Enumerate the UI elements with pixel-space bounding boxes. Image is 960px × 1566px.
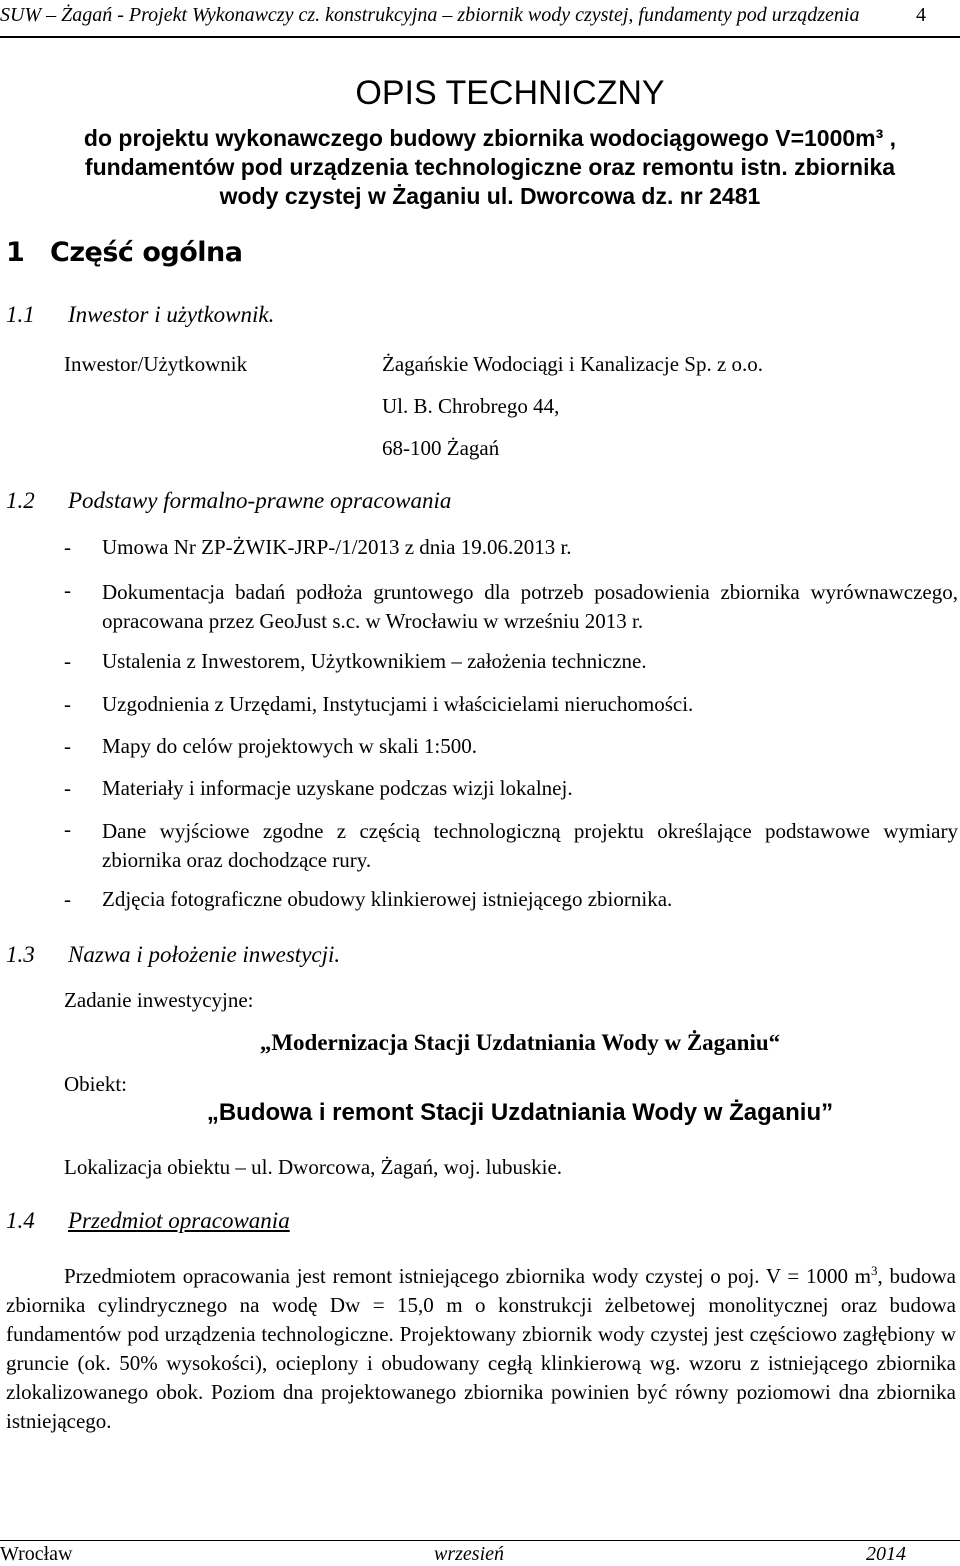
paragraph-text: , budowa zbiornika cylindrycznego na wodę Dw = 15,0 m o konstrukcji żelbetowej monolitycznej oraz budowa fundamentów pod urządzenia technologiczne. Projektowany zbiornik wody czystej jest częściowo zagłębiony w gruncie (ok. 50% wysokości), ocieplony i obudowany cegłą klinkierową wg. wzoru z istniejącego zbiornika zlokalizowanego obok. Poziom dna projektowanego zbiornika powinien być równy poziomowi dna zbiornika istniejącego. [6,1264,956,1433]
section-1-3-heading [6,942,706,972]
footer-year: 2014 [866,1543,906,1565]
investor-street: Ul. B. Chrobrego 44, [382,394,560,418]
task-label: Zadanie inwestycyjne: [64,988,254,1012]
section-1-2-heading [6,488,706,518]
section-title: Inwestor i użytkownik. [68,302,275,327]
section-title: Podstawy formalno-prawne opracowania [68,488,452,513]
section-title: Nazwa i położenie inwestycji. [68,942,341,967]
section-1-heading [6,237,242,268]
object-label: Obiekt: [64,1072,127,1096]
page-number: 4 [916,4,926,26]
paragraph-text: Przedmiotem opracowania jest remont istniejącego zbiornika wody czystej o poj. V = 1000 m [64,1264,872,1288]
document-title: OPIS TECHNICZNY [355,74,665,112]
footer-month: wrzesień [434,1543,504,1565]
investor-label: Inwestor/Użytkownik [64,352,248,376]
section-number: 1.3 [6,942,35,967]
section-number: 1.1 [6,302,35,327]
subtitle-line: wody czystej w Żaganiu ul. Dworcowa dz. nr 2481 [219,183,761,209]
document-subtitle [20,124,960,211]
investor-name: Żagańskie Wodociągi i Kanalizacje Sp. z o.o. [382,352,764,376]
section-number: 1.2 [6,488,35,513]
header-rule [0,36,960,38]
superscript: 3 [871,1263,878,1278]
subtitle-line: fundamentów pod urządzenia technologiczne oraz remontu istn. zbiornika [84,154,896,180]
location-text: Lokalizacja obiektu – ul. Dworcowa, Żagań, woj. lubuskie. [64,1155,563,1179]
subject-paragraph [6,1256,956,1436]
section-number: 1.4 [6,1208,35,1233]
investor-city: 68-100 Żagań [382,436,500,460]
section-number: 1 [6,237,25,268]
section-title: Przedmiot opracowania [68,1208,290,1233]
section-1-4-heading [6,1208,706,1238]
task-name: „Modernizacja Stacji Uzdatniania Wody w Żaganiu“ [259,1030,781,1055]
running-header: SUW – Żagań - Projekt Wykonawczy cz. konstrukcyjna – zbiornik wody czystej, fundamenty pod urządzenia [0,4,860,26]
footer-city: Wrocław [0,1543,73,1565]
object-name: „Budowa i remont Stacji Uzdatniania Wody w Żaganiu” [206,1099,834,1126]
footer-rule [0,1540,960,1541]
section-title: Część ogólna [50,237,243,268]
subtitle-line: do projektu wykonawczego budowy zbiornika wodociągowego V=1000m³ , [83,125,897,151]
section-1-1-heading [6,302,706,332]
